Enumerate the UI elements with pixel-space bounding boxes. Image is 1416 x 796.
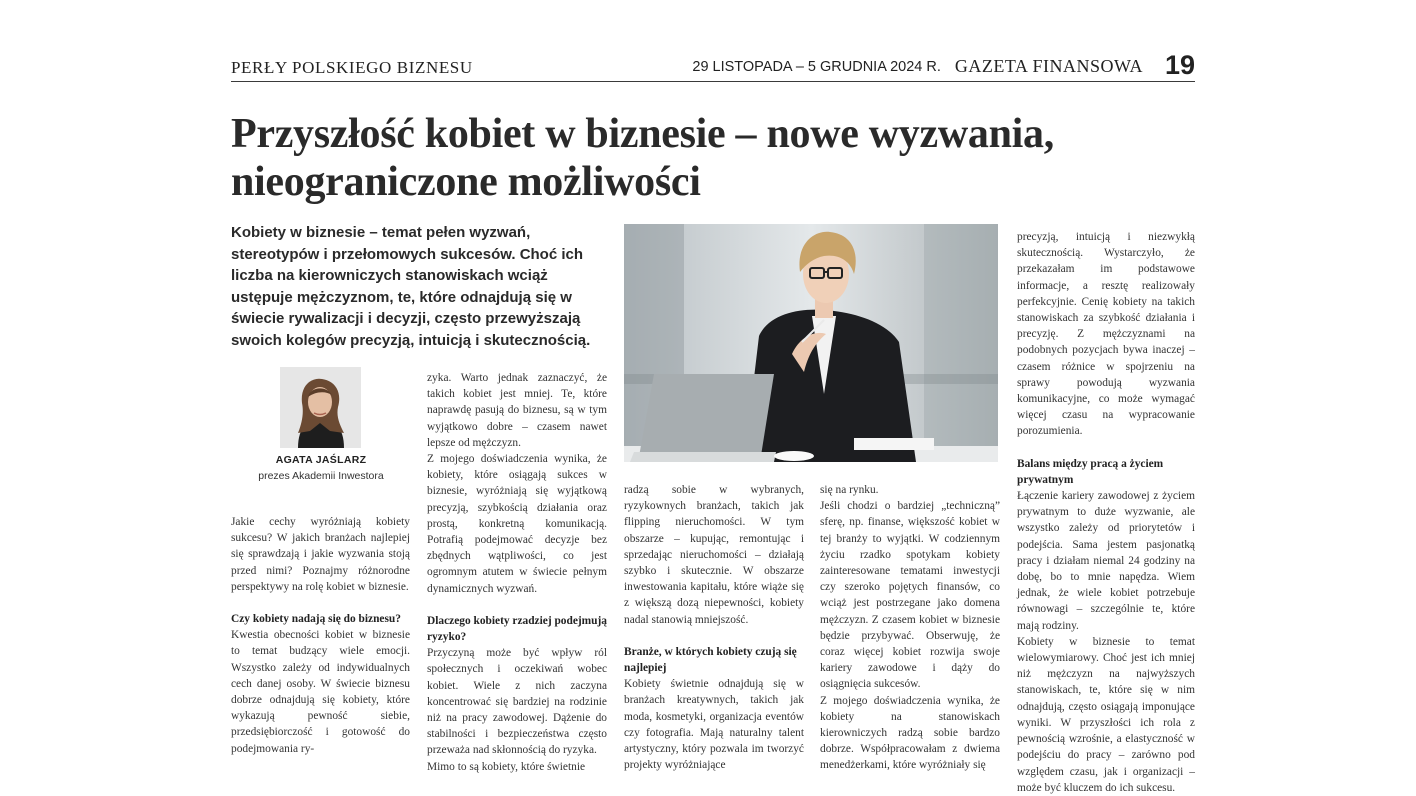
paragraph: Kobiety świetnie odnajdują się w branżach kreatywnych, takich jak moda, kosmetyki, organizacja eventów czy fotografia. Mają naturalny talent artystyczny, który pozwala im tworzyć projekty wyróżniające	[624, 678, 804, 772]
text-column-2	[427, 370, 607, 775]
paragraph: radzą sobie w wybranych, ryzykownych branżach, takich jak flipping nieruchomości. W tym obszarze – kupując, remontując i sprzedając nieruchomości – działają szybko i skutecznie. W obszarze inwestowania kapitału, które wiąże się z większą dozą niepewności, kobiety nadal stanowią mniejszość.	[624, 484, 804, 626]
article-lead: Kobiety w biznesie – temat pełen wyzwań, stereotypów i przełomowych sukcesów. Choć ich liczba na kierowniczych stanowiskach wciąż ustępuje mężczyznom, te, które odnajdują się w świecie rywalizacji i decyzji, często przewyższają swoich kolegów precyzją, intuicją i skutecznością.	[231, 224, 591, 349]
author-role: prezes Akademii Inwestora	[258, 470, 384, 482]
author-portrait-icon	[280, 367, 361, 448]
paragraph: precyzją, intuicją i niezwykłą skutecznością. Wystarczyło, że przekazałam im podstawowe informacje, a resztę realizowały perfekcyjnie. Cenię kobiety na takich stanowiskach za szybkość działania i precyzję. Z mężczyznami na podobnych pozycjach bywa inaczej – czasem różnice w spojrzeniu na sprawy powodują wyzwania komunikacyjne, co może wymagać więcej czasu na wypracowanie porozumienia.	[1017, 231, 1195, 438]
paragraph: Jeśli chodzi o bardziej „techniczną” sferę, np. finanse, większość kobiet w tej branży to wyjątki. W codziennym życiu rzadko spotykam kobiety zainteresowane tematami inwestycji czy szeroko pojętych finansów, co wciąż jest postrzegane jako domena mężczyzn. Z czasem kobiet w biznesie będzie przybywać. Obserwuję, że coraz więcej kobiet rozwija swoje kariery zawodowe i dąży do osiągnięcia sukcesów.	[820, 500, 1000, 691]
paragraph: Przyczyną może być wpływ ról społecznych i oczekiwań wobec kobiet. Wiele z nich zaczyna koncentrować się bardziej na rodzinie niż na pracy zawodowej. Dążenie do stabilności i bezpieczeństwa często przeważa nad skłonnością do ryzyka.	[427, 647, 607, 757]
newspaper-name: GAZETA FINANSOWA	[954, 56, 1143, 76]
paragraph: zyka. Warto jednak zaznaczyć, że takich kobiet jest mniej. Te, które naprawdę pasują do biznesu, są w tym wyjątkowo dobre – czasem nawet lepsze od mężczyzn.	[427, 372, 607, 449]
paragraph: Jakie cechy wyróżniają kobiety sukcesu? W jakich branżach najlepiej się sprawdzają i jakie wyzwania stoją przed nimi? Poznajmy różnorodne perspektywy na rolę kobiet w biznesie.	[231, 516, 410, 593]
paragraph: Mimo to są kobiety, które świetnie	[427, 760, 586, 773]
text-column-4	[820, 482, 1000, 774]
subheading: Czy kobiety nadają się do biznesu?	[231, 613, 401, 626]
page-header	[231, 48, 1195, 82]
paragraph: Z mojego doświadczenia wynika, że kobiety, które osiągają sukces w biznesie, wyróżniają się wyjątkową precyzją, szybkością działania oraz prostą, konkretną komunikacją. Potrafią podejmować decyzje bez zbędnych wątpliwości, co jest ogromnym atutem w świecie pełnym dynamicznych wyzwań.	[427, 453, 607, 595]
paragraph: Łączenie kariery zawodowej z życiem prywatnym to duże wyzwanie, ale wszystko zależy od priorytetów i podejścia. Sama jestem pasjonatką pracy i działam niemal 24 godziny na dobę, bo to mnie napędza. Wiem jednak, że wiele kobiet potrzebuje równowagi – szczególnie te, które mają rodziny.	[1017, 490, 1195, 632]
author-photo	[280, 367, 361, 448]
text-column-5	[1017, 229, 1195, 796]
header-right	[692, 48, 1195, 79]
subheading: Branże, w których kobiety czują się najlepiej	[624, 645, 797, 675]
text-column-3	[624, 482, 804, 773]
paragraph: Kwestia obecności kobiet w biznesie to temat budzący wiele emocji. Wszystko zależy od indywidualnych cech danej osoby. W świecie biznesu dobrze odnajdują się kobiety, które wykazują pewność siebie, przedsiębiorczość i gotowość do podejmowania ry-	[231, 629, 410, 755]
paragraph: się na rynku.	[820, 484, 879, 496]
subheading: Dlaczego kobiety rzadziej podejmują ryzyko?	[427, 614, 607, 644]
author-name: AGATA JAŚLARZ	[275, 454, 367, 466]
subheading: Balans między pracą a życiem prywatnym	[1017, 457, 1164, 486]
issue-date: 29 LISTOPADA – 5 GRUDNIA 2024 R.	[692, 59, 941, 75]
paragraph: Z mojego doświadczenia wynika, że kobiety na stanowiskach kierowniczych radzą sobie bardzo dobrze. Współpracowałam z dwiema menedżerkami, które wyróżniały się	[820, 694, 1000, 772]
article-photo	[624, 224, 998, 462]
page-number: 19	[1164, 50, 1195, 80]
article-title: Przyszłość kobiet w biznesie – nowe wyzwania, nieograniczone możliwości	[231, 111, 1054, 205]
businesswoman-photo-icon	[624, 224, 998, 462]
paragraph: Kobiety w biznesie to temat wielowymiarowy. Choć jest ich mniej niż mężczyzn na najwyższych stanowiskach, te, które się w nim odnajdują, często osiągają imponujące wyniki. W przyszłości ich rola z pewnością wzrośnie, a elastyczność w podejściu do pracy – zarówno pod względem czasu, jak i organizacji – może być kluczem do ich sukcesu.	[1017, 635, 1195, 794]
section-name: PERŁY POLSKIEGO BIZNESU	[231, 58, 473, 77]
text-column-1	[231, 514, 410, 757]
